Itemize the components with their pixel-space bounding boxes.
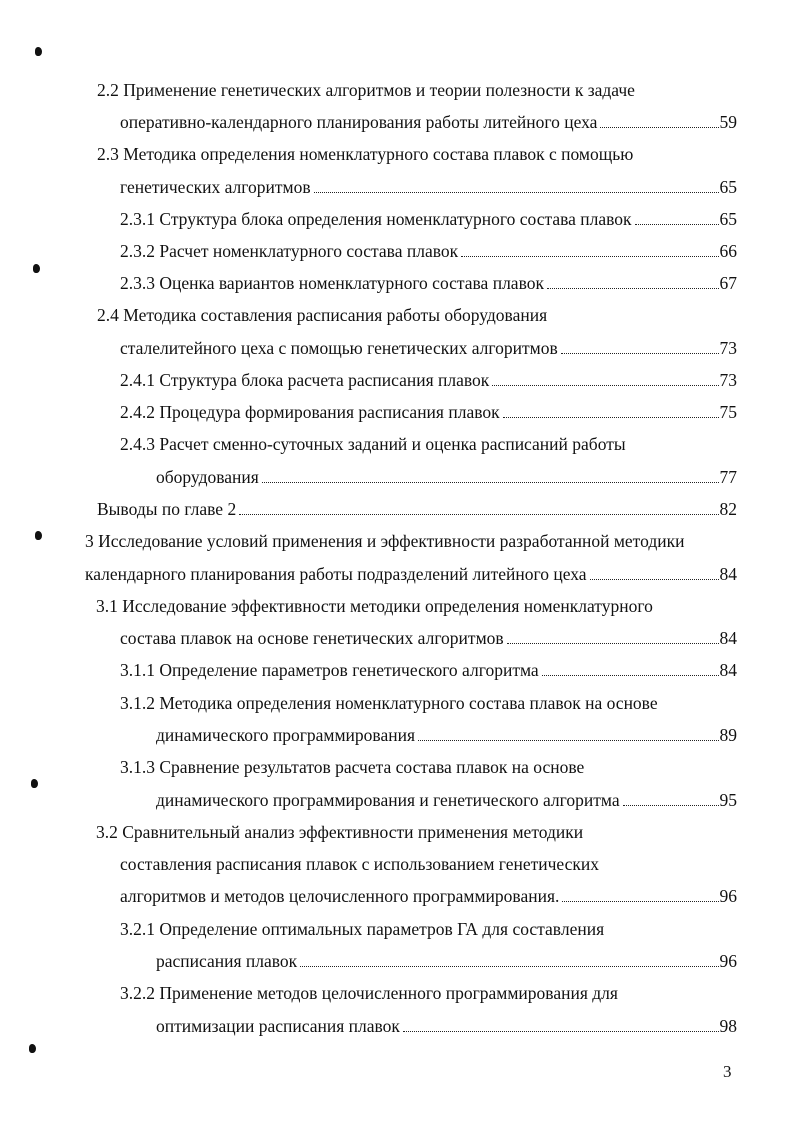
toc-entry-text: 3.1.1 Определение параметров генетического алгоритма xyxy=(120,660,539,680)
toc-page-number: 98 xyxy=(719,1016,737,1036)
toc-page-number: 84 xyxy=(719,660,737,680)
toc-entry-text: оборудования xyxy=(156,467,259,487)
toc-line xyxy=(96,594,653,618)
toc-page-number: 96 xyxy=(719,886,737,906)
dot-leader xyxy=(561,353,719,354)
toc-page-number: 65 xyxy=(719,177,737,197)
scan-mark xyxy=(29,1044,36,1053)
toc-page-number: 75 xyxy=(719,402,737,422)
toc-entry-text: 2.3.2 Расчет номенклатурного состава плавок xyxy=(120,241,459,261)
toc-entry-text: оперативно-календарного планирования работы литейного цеха xyxy=(120,112,598,132)
toc-line xyxy=(120,658,737,682)
toc-page-number: 82 xyxy=(719,499,737,519)
dot-leader xyxy=(542,675,719,676)
dot-leader xyxy=(492,385,718,386)
toc-line xyxy=(120,239,737,263)
toc-line xyxy=(120,917,604,941)
toc-line xyxy=(156,1014,737,1038)
toc-entry-text: 2.4.3 Расчет сменно-суточных заданий и оценка расписаний работы xyxy=(120,434,626,454)
toc-page-number: 95 xyxy=(719,790,737,810)
dot-leader xyxy=(239,514,718,515)
scan-mark xyxy=(31,779,38,788)
dot-leader xyxy=(503,417,719,418)
toc-entry-text: сталелитейного цеха с помощью генетических алгоритмов xyxy=(120,338,558,358)
toc-line xyxy=(120,207,737,231)
toc-entry-text: 3 Исследование условий применения и эффективности разработанной методики xyxy=(85,531,685,551)
toc-line xyxy=(97,497,737,521)
toc-entry-text: 2.3.3 Оценка вариантов номенклатурного состава плавок xyxy=(120,273,544,293)
toc-line xyxy=(120,400,737,424)
toc-line xyxy=(85,562,737,586)
toc-entry-text: Выводы по главе 2 xyxy=(97,499,237,519)
toc-entry-text: 2.4.1 Структура блока расчета расписания плавок xyxy=(120,370,490,390)
toc-page-number: 65 xyxy=(719,209,737,229)
toc-page-number: 73 xyxy=(719,370,737,390)
toc-line xyxy=(120,271,737,295)
dot-leader xyxy=(590,579,719,580)
scan-mark xyxy=(35,531,42,540)
dot-leader xyxy=(623,805,719,806)
toc-entry-text: 3.1 Исследование эффективности методики определения номенклатурного xyxy=(96,596,653,616)
toc-line xyxy=(120,175,737,199)
dot-leader xyxy=(314,192,719,193)
toc-line xyxy=(120,432,626,456)
toc-line xyxy=(120,626,737,650)
toc-line xyxy=(120,755,584,779)
toc-line xyxy=(120,884,737,908)
toc-line xyxy=(120,981,618,1005)
page-number: 3 xyxy=(723,1062,732,1081)
dot-leader xyxy=(403,1031,719,1032)
toc-entry-text: 2.3.1 Структура блока определения номенклатурного состава плавок xyxy=(120,209,632,229)
scan-mark xyxy=(35,47,42,56)
dot-leader xyxy=(600,127,718,128)
toc-entry-text: 3.2.2 Применение методов целочисленного программирования для xyxy=(120,983,618,1003)
dot-leader xyxy=(635,224,719,225)
dot-leader xyxy=(507,643,719,644)
scan-mark xyxy=(33,264,40,273)
toc-page-number: 84 xyxy=(719,628,737,648)
toc-line xyxy=(156,949,737,973)
toc-page-number: 66 xyxy=(719,241,737,261)
toc-entry-text: 3.1.2 Методика определения номенклатурного состава плавок на основе xyxy=(120,693,658,713)
toc-line xyxy=(120,852,599,876)
toc-entry-text: 3.1.3 Сравнение результатов расчета состава плавок на основе xyxy=(120,757,585,777)
toc-entry-text: 2.4 Методика составления расписания работы оборудования xyxy=(97,305,548,325)
toc-entry-text: расписания плавок xyxy=(156,951,298,971)
toc-line xyxy=(120,368,737,392)
toc-entry-text: календарного планирования работы подразделений литейного цеха xyxy=(85,564,587,584)
toc-line xyxy=(156,723,737,747)
toc-entry-text: алгоритмов и методов целочисленного программирования. xyxy=(120,886,560,906)
toc-line xyxy=(120,336,737,360)
toc-entry-text: составления расписания плавок с использованием генетических xyxy=(120,854,600,874)
toc-entry-text: генетических алгоритмов xyxy=(120,177,311,197)
toc-entry-text: динамического программирования и генетического алгоритма xyxy=(156,790,620,810)
dot-leader xyxy=(461,256,718,257)
toc-page-number: 67 xyxy=(719,273,737,293)
toc-entry-text: 2.3 Методика определения номенклатурного состава плавок с помощью xyxy=(97,144,634,164)
toc-entry-text: 2.4.2 Процедура формирования расписания плавок xyxy=(120,402,500,422)
toc-line xyxy=(156,788,737,812)
toc-entry-text: состава плавок на основе генетических алгоритмов xyxy=(120,628,504,648)
dot-leader xyxy=(547,288,719,289)
toc-line xyxy=(97,303,547,327)
dot-leader xyxy=(562,901,718,902)
toc-page-number: 96 xyxy=(719,951,737,971)
toc-entry-text: 2.2 Применение генетических алгоритмов и теории полезности к задаче xyxy=(97,80,635,100)
toc-page-number: 77 xyxy=(719,467,737,487)
toc-entry-text: динамического программирования xyxy=(156,725,415,745)
toc-line xyxy=(120,691,658,715)
dot-leader xyxy=(262,482,719,483)
toc-page-number: 89 xyxy=(719,725,737,745)
toc-line xyxy=(97,142,633,166)
dot-leader xyxy=(300,966,718,967)
toc-page-number: 84 xyxy=(719,564,737,584)
toc-line xyxy=(120,110,737,134)
dot-leader xyxy=(418,740,719,741)
toc-entry-text: 3.2.1 Определение оптимальных параметров ГА для составления xyxy=(120,919,605,939)
toc-line xyxy=(97,78,635,102)
toc-line xyxy=(85,529,684,553)
toc-line xyxy=(96,820,583,844)
toc-entry-text: 3.2 Сравнительный анализ эффективности применения методики xyxy=(96,822,584,842)
toc-page-number: 73 xyxy=(719,338,737,358)
toc-line xyxy=(156,465,737,489)
toc-entry-text: оптимизации расписания плавок xyxy=(156,1016,400,1036)
toc-page-number: 59 xyxy=(719,112,737,132)
